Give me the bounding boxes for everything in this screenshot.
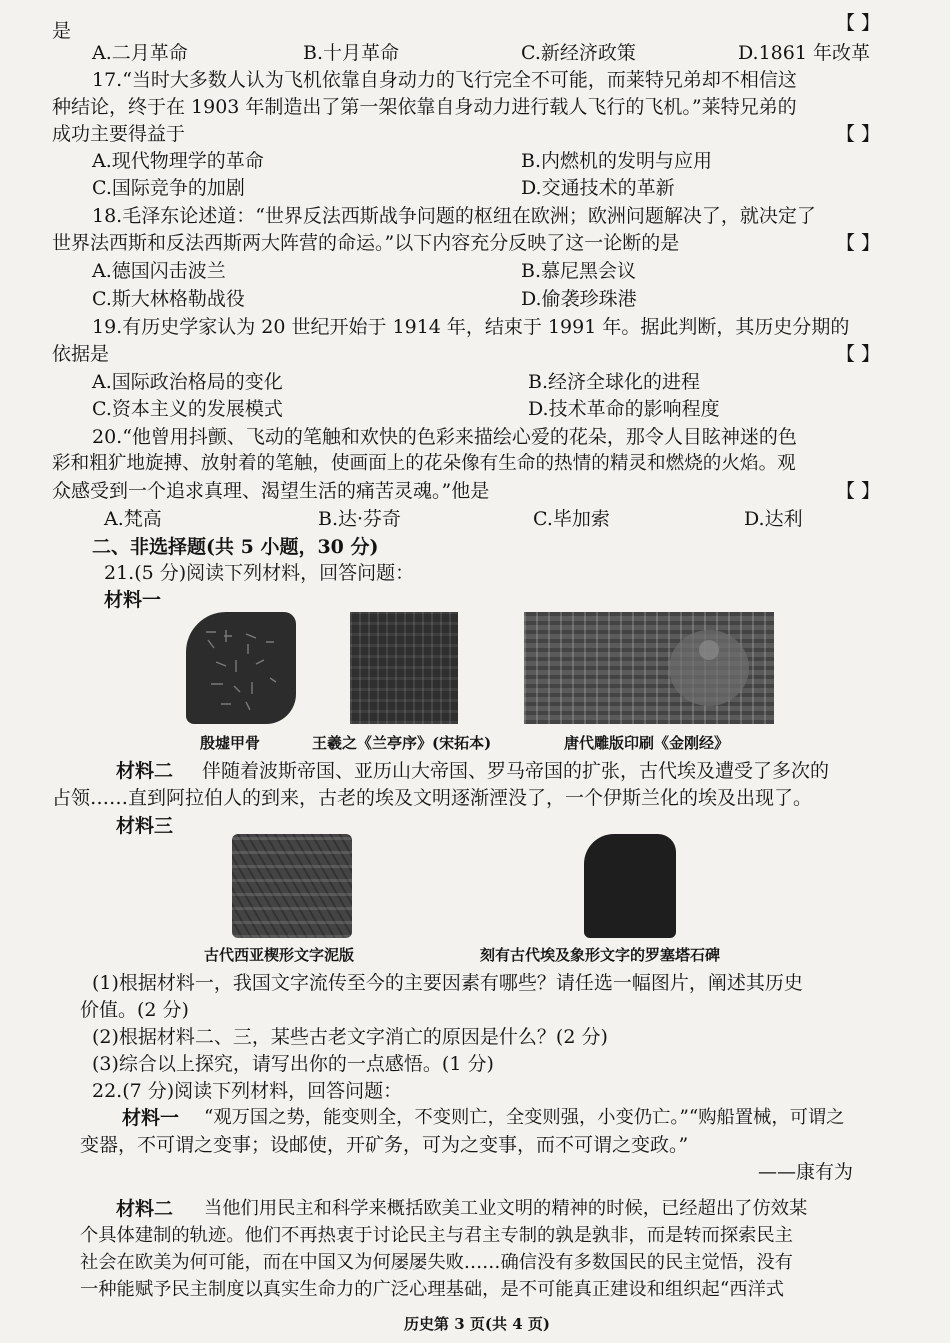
q22-material2-line3: 社会在欧美为何可能，而在中国又为何屡屡失败……确信没有多数国民的民主觉悟，没有 <box>80 1252 793 1273</box>
q22-material2-line4: 一种能赋予民主制度以真实生命力的广泛心理基础，是不可能真正建设和组织起“西洋式 <box>80 1279 785 1300</box>
q22-material2-line2: 个具体建制的轨迹。他们不再热衷于讨论民主与君主专制的孰是孰非，而是转而探索民主 <box>80 1225 793 1246</box>
q21-subquestion1-line1: (1)根据材料一，我国文字流传至今的主要因素有哪些？请任选一幅图片，阐述其历史 <box>92 972 803 994</box>
q21-subquestion3: (3)综合以上探究，请写出你的一点感悟。(1 分) <box>92 1053 494 1075</box>
q17-option-c: C.国际竞争的加剧 <box>92 177 245 199</box>
q20-option-a: A.梵高 <box>104 508 162 530</box>
q20-option-d: D.达利 <box>744 508 803 530</box>
q19-answer-bracket: 【 】 <box>836 343 881 365</box>
q19-stem-line1: 19.有历史学家认为 20 世纪开始于 1914 年，结束于 1991 年。据此判断，其历史分期的 <box>92 316 850 338</box>
q19-option-c: C.资本主义的发展模式 <box>92 398 283 420</box>
cuneiform-tablet-image <box>232 834 352 938</box>
q19-stem-line2: 依据是 <box>52 343 110 365</box>
q22-intro: 22.(7 分)阅读下列材料，回答问题： <box>92 1080 403 1102</box>
q17-option-d: D.交通技术的革新 <box>521 177 675 199</box>
q17-option-b: B.内燃机的发明与应用 <box>521 150 713 172</box>
q22-material1-line1: “观万国之势，能变则全，不变则亡，全变则强，小变仍亡。”“购船置械，可谓之 <box>204 1107 845 1128</box>
rosetta-stone-image <box>584 834 676 938</box>
q20-option-b: B.达·芬奇 <box>318 508 402 530</box>
q21-material3-label: 材料三 <box>116 815 174 837</box>
q17-stem-line3: 成功主要得益于 <box>52 123 186 145</box>
caption-cuneiform-tablet: 古代西亚楔形文字泥版 <box>204 946 355 964</box>
oracle-bone-texture <box>186 612 296 724</box>
q16-option-c: C.新经济政策 <box>521 42 636 64</box>
q18-stem-line2: 世界法西斯和反法西斯两大阵营的命运。”以下内容充分反映了这一论断的是 <box>52 232 680 254</box>
q18-option-a: A.德国闪击波兰 <box>92 260 226 282</box>
q21-intro: 21.(5 分)阅读下列材料，回答问题： <box>104 562 415 584</box>
diamond-sutra-illustration <box>524 612 774 724</box>
caption-diamond-sutra: 唐代雕版印刷《金刚经》 <box>564 734 730 752</box>
q20-stem-line2: 彩和粗犷地旋搏、放射着的笔触，使画面上的花朵像有生命的热情的精灵和燃烧的火焰。观 <box>52 453 796 474</box>
q21-material1-label: 材料一 <box>104 589 162 611</box>
caption-oracle-bone: 殷墟甲骨 <box>200 734 261 752</box>
q22-material2-label: 材料二 <box>116 1198 174 1220</box>
q16-answer-bracket: 【 】 <box>836 12 881 34</box>
q19-option-d: D.技术革命的影响程度 <box>528 398 720 420</box>
q22-material1-source: ——康有为 <box>758 1161 854 1183</box>
q18-option-d: D.偷袭珍珠港 <box>521 288 637 310</box>
q18-option-c: C.斯大林格勒战役 <box>92 288 245 310</box>
q18-answer-bracket: 【 】 <box>836 232 881 254</box>
q18-option-b: B.慕尼黑会议 <box>521 260 637 282</box>
q17-stem-line2: 种结论，终于在 1903 年制造出了第一架依靠自身动力进行载人飞行的飞机。”莱特兄弟的 <box>52 96 797 118</box>
q20-answer-bracket: 【 】 <box>836 480 881 502</box>
q16-stem-end: 是 <box>52 20 72 42</box>
q22-material2-line1: 当他们用民主和科学来概括欧美工业文明的精神的时候，已经超出了仿效某 <box>204 1198 808 1219</box>
q20-stem-line3: 众感受到一个追求真理、渴望生活的痛苦灵魂。”他是 <box>52 480 490 502</box>
caption-lanting-xu: 王羲之《兰亭序》(宋拓本) <box>312 734 492 752</box>
caption-rosetta-stone: 刻有古代埃及象形文字的罗塞塔石碑 <box>480 946 721 964</box>
q21-subquestion2: (2)根据材料二、三，某些古老文字消亡的原因是什么？(2 分) <box>92 1026 608 1048</box>
q22-material1-label: 材料一 <box>122 1107 180 1129</box>
q21-material2-line2: 占领……直到阿拉伯人的到来，古老的埃及文明逐渐湮没了，一个伊斯兰化的埃及出现了。 <box>52 787 813 809</box>
q17-stem-line1: 17.“当时大多数人认为飞机依靠自身动力的飞行完全不可能，而莱特兄弟却不相信这 <box>92 69 797 91</box>
q16-option-a: A.二月革命 <box>92 42 188 64</box>
oracle-bone-image <box>186 612 296 724</box>
q21-material2-line1: 伴随着波斯帝国、亚历山大帝国、罗马帝国的扩张，古代埃及遭受了多次的 <box>202 760 830 782</box>
q18-stem-line1: 18.毛泽东论述道：“世界反法西斯战争问题的枢纽在欧洲；欧洲问题解决了，就决定了 <box>92 205 816 227</box>
q20-stem-line1: 20.“他曾用抖颤、飞动的笔触和欢快的色彩来描绘心爱的花朵，那令人目眩神迷的色 <box>92 426 797 448</box>
q20-option-c: C.毕加索 <box>533 508 610 530</box>
q17-option-a: A.现代物理学的革命 <box>92 150 264 172</box>
q16-option-d: D.1861 年改革 <box>738 42 870 64</box>
q21-subquestion1-line2: 价值。(2 分) <box>80 999 189 1021</box>
diamond-sutra-print-image <box>524 612 774 724</box>
lanting-xu-rubbing-image <box>350 612 458 724</box>
q21-material2-label: 材料二 <box>116 760 174 782</box>
q22-material1-line2: 变器，不可谓之变事；设邮使，开矿务，可为之变事，而不可谓之变政。” <box>80 1134 689 1156</box>
section-title-non-choice: 二、非选择题(共 5 小题，30 分) <box>92 536 379 558</box>
q19-option-a: A.国际政治格局的变化 <box>92 371 283 393</box>
page-footer: 历史第 3 页(共 4 页) <box>404 1315 550 1333</box>
q16-option-b: B.十月革命 <box>303 42 400 64</box>
q19-option-b: B.经济全球化的进程 <box>528 371 701 393</box>
q17-answer-bracket: 【 】 <box>836 123 881 145</box>
